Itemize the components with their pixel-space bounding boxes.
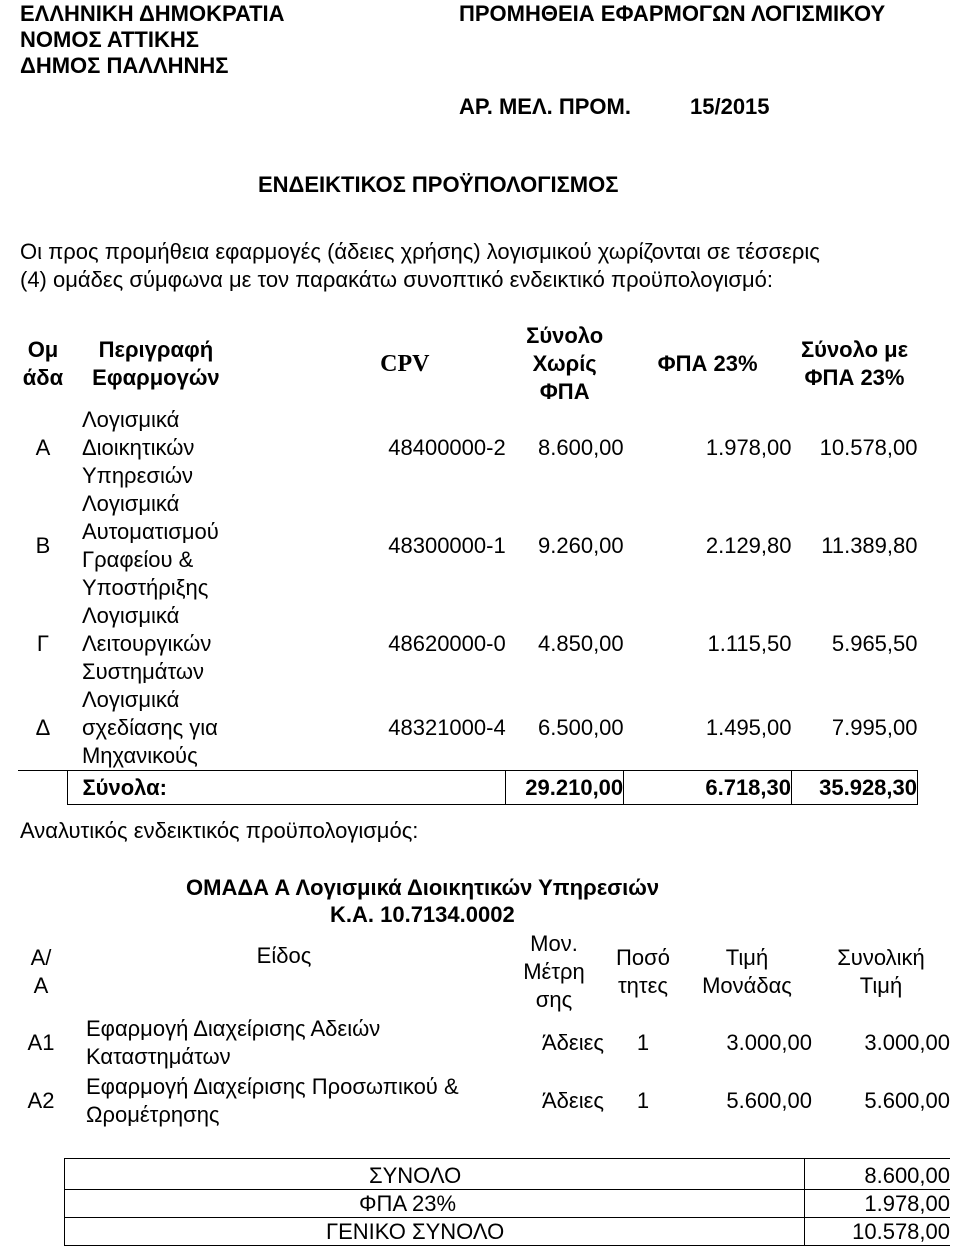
- col-header-vat: ΦΠΑ 23%: [657, 351, 758, 376]
- row-total: 5.600,00: [864, 1088, 950, 1113]
- row-vat: 1.495,00: [705, 715, 792, 740]
- vat-label: ΦΠΑ 23%: [359, 1191, 457, 1216]
- table-row: [18, 686, 918, 771]
- intro-line-1: Οι προς προμήθεια εφαρμογές (άδειες χρήσης) λογισμικού χωρίζονται σε τέσσερις: [20, 239, 820, 264]
- row-group: Γ: [36, 631, 50, 656]
- row-description: Λογισμικά Αυτοματισμού Γραφείου & Υποστήριξης: [81, 491, 219, 600]
- row-price: 3.000,00: [726, 1030, 812, 1055]
- row-item: Εφαρμογή Διαχείρισης Προσωπικού & Ωρομέτρησης: [86, 1074, 459, 1127]
- row-cpv: 48620000-0: [388, 631, 506, 656]
- row-qty: 1: [636, 1088, 650, 1113]
- row-description: Λογισμικά σχεδίασης για Μηχανικούς: [81, 687, 218, 768]
- totals-label: Σύνολα:: [68, 771, 506, 805]
- group-a-totals: [64, 1158, 950, 1247]
- page-title: ΕΝΔΕΙΚΤΙΚΟΣ ΠΡΟΫΠΟΛΟΓΙΣΜΟΣ: [258, 172, 619, 197]
- row-gross: 11.389,80: [821, 533, 918, 558]
- row-net: 9.260,00: [538, 533, 624, 558]
- col-header-group: Ομ άδα: [22, 337, 64, 390]
- totals-row: [18, 771, 918, 805]
- group-a-code: Κ.Α. 10.7134.0002: [330, 902, 515, 927]
- row-unit: Άδειες: [541, 1088, 604, 1113]
- row-net: 4.850,00: [538, 631, 624, 656]
- row-vat: 2.129,80: [705, 533, 792, 558]
- col-header-unit: Μον. Μέτρη σης: [523, 931, 585, 1012]
- header-municipality: ΔΗΜΟΣ ΠΑΛΛΗΝΗΣ: [20, 53, 229, 78]
- header-ref-label: ΑΡ. ΜΕΛ. ΠΡΟΜ.: [459, 94, 631, 119]
- col-header-description: Περιγραφή Εφαρμογών: [92, 337, 220, 390]
- row-gross: 7.995,00: [831, 715, 918, 740]
- row-group: Δ: [35, 715, 51, 740]
- row-net: 8.600,00: [538, 435, 624, 460]
- row-total: 3.000,00: [864, 1030, 950, 1055]
- row-group: Α: [35, 435, 51, 460]
- row-aa: Α2: [27, 1088, 55, 1113]
- row-net: 6.500,00: [538, 715, 624, 740]
- subtotal-value: 8.600,00: [864, 1163, 950, 1188]
- col-header-total: Συνολική Τιμή: [837, 945, 925, 998]
- row-cpv: 48300000-1: [388, 533, 506, 558]
- summary-header-row: [18, 322, 918, 406]
- table-row: [18, 1072, 950, 1130]
- row-description: Λογισμικά Λειτουργικών Συστημάτων: [81, 603, 212, 684]
- summary-table: [18, 322, 918, 805]
- col-header-qty: Ποσό τητες: [616, 945, 670, 998]
- col-header-gross: Σύνολο με ΦΠΑ 23%: [800, 337, 909, 390]
- vat-value: 1.978,00: [864, 1191, 950, 1216]
- col-header-item: Είδος: [256, 943, 312, 968]
- header-ref-number: 15/2015: [690, 94, 770, 119]
- row-vat: 1.978,00: [705, 435, 792, 460]
- row-cpv: 48400000-2: [388, 435, 506, 460]
- totals-gross: 35.928,30: [792, 771, 918, 805]
- subtotal-label: ΣΥΝΟΛΟ: [369, 1163, 462, 1188]
- table-row: [18, 1014, 950, 1072]
- col-header-net: Σύνολο Χωρίς ΦΠΑ: [526, 323, 604, 404]
- row-description: Λογισμικά Διοικητικών Υπηρεσιών: [81, 407, 195, 488]
- row-qty: 1: [636, 1030, 650, 1055]
- table-row: [18, 602, 918, 686]
- analytic-heading: Αναλυτικός ενδεικτικός προϋπολογισμός:: [20, 818, 419, 843]
- table-row: [18, 406, 918, 490]
- col-header-cpv: CPV: [380, 351, 430, 377]
- row-price: 5.600,00: [726, 1088, 812, 1113]
- grand-total-label: ΓΕΝΙΚΟ ΣΥΝΟΛΟ: [326, 1219, 505, 1244]
- grand-total-value: 10.578,00: [852, 1219, 950, 1244]
- row-gross: 10.578,00: [819, 435, 918, 460]
- row-unit: Άδειες: [541, 1030, 604, 1055]
- intro-line-2: (4) ομάδες σύμφωνα με τον παρακάτω συνοπτικό ενδεικτικό προϋπολογισμό:: [20, 267, 774, 292]
- totals-vat: 6.718,30: [624, 771, 792, 805]
- row-group: Β: [35, 533, 51, 558]
- col-header-price: Τιμή Μονάδας: [702, 945, 792, 998]
- row-aa: Α1: [27, 1030, 55, 1055]
- row-gross: 5.965,50: [831, 631, 918, 656]
- group-a-title: ΟΜΑΔΑ Α Λογισμικά Διοικητικών Υπηρεσιών: [186, 875, 660, 900]
- table-row: [18, 490, 918, 602]
- group-a-header-row: [18, 930, 950, 1014]
- header-prefecture: ΝΟΜΟΣ ΑΤΤΙΚΗΣ: [20, 27, 199, 52]
- col-header-aa: Α/ Α: [30, 945, 52, 998]
- row-item: Εφαρμογή Διαχείρισης Αδειών Καταστημάτων: [86, 1016, 381, 1069]
- group-a-table: [18, 930, 950, 1130]
- totals-net: 29.210,00: [506, 771, 624, 805]
- header-country: ΕΛΛΗΝΙΚΗ ΔΗΜΟΚΡΑΤΙΑ: [20, 1, 285, 26]
- row-cpv: 48321000-4: [388, 715, 506, 740]
- header-procurement-title: ΠΡΟΜΗΘΕΙΑ ΕΦΑΡΜΟΓΩΝ ΛΟΓΙΣΜΙΚΟΥ: [459, 1, 886, 26]
- row-vat: 1.115,50: [707, 631, 792, 656]
